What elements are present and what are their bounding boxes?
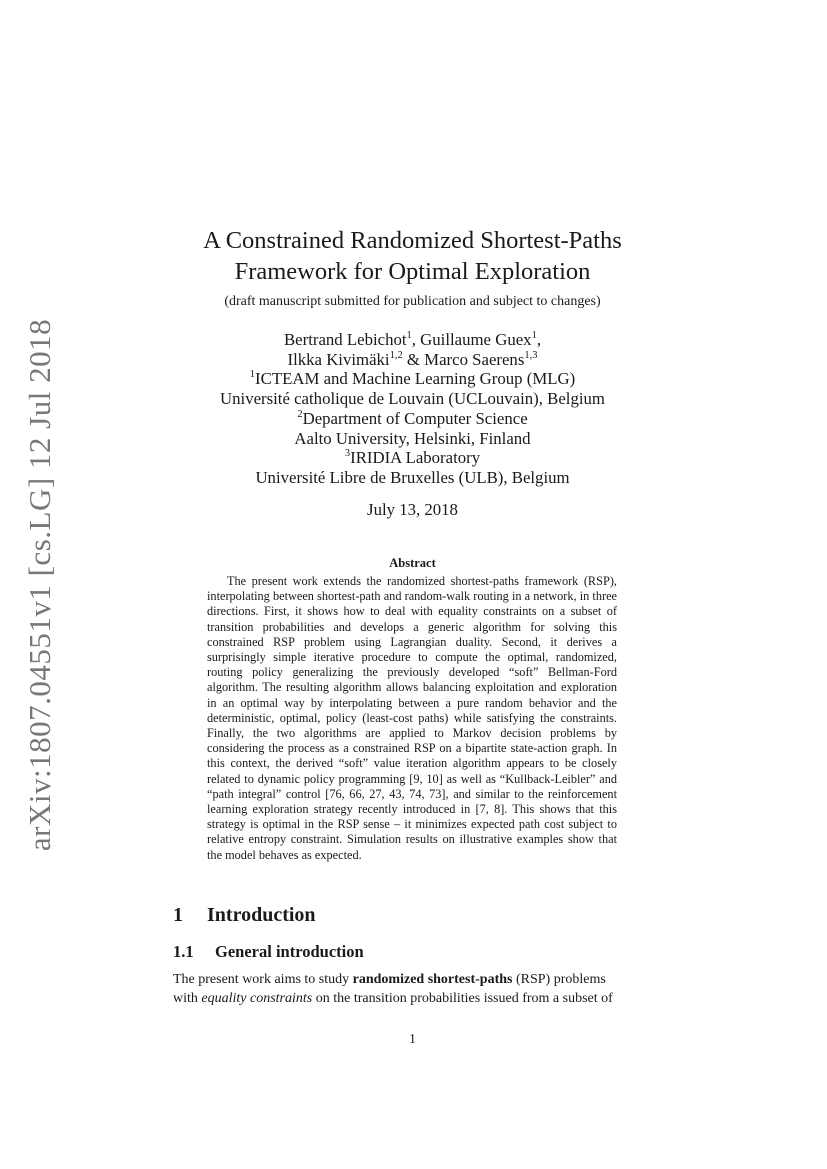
author-affiliation-mark: 1,3 <box>524 349 538 361</box>
author-affiliation-mark: 1,2 <box>389 349 403 361</box>
section-title: Introduction <box>207 904 316 926</box>
subsection-title: General introduction <box>215 942 364 961</box>
author-separator: , <box>411 330 421 349</box>
author-name: Guillaume Guex <box>420 330 532 349</box>
abstract-text: The present work extends the randomized shortest-paths framework (RSP), interpolating between shortest-path and random-walk routing in a network, in three directions. First, it shows how to deal with equality constraints on a subset of transition probabilities and develops a generic algorithm for solving this constrained RSP problem using Lagrangian duality. Second, it derives a surprisingly simple iterative procedure to compute the optimal, randomized, routing policy generalizing the previously developed “soft” Bellman-Ford algorithm. The resulting algorithm allows balancing exploitation and exploration in an optimal way by interpolating between a pure random behavior and the deterministic, optimal, policy (least-cost paths) while satisfying the constraints. Finally, the two algorithms are applied to Markov decision problems by considering the process as a constrained RSP on a bipartite state-action graph. In this context, the derived “soft” value iteration algorithm appears to be closely related to dynamic policy programming [9, 10] as well as “Kullback-Leibler” and “path integral” control [76, 66, 27, 43, 74, 73], and similar to the reinforcement learning exploration strategy recently introduced in [7, 8]. This shows that this strategy is optimal in the RSP sense – it minimizes expected path cost subject to relative entropy constraint. Simulation results on illustrative examples show that the model behaves as expected. <box>207 574 617 862</box>
introduction-paragraph <box>173 970 653 1008</box>
affiliation-mark: 3 <box>344 448 351 460</box>
title-line-2: Framework for Optimal Exploration <box>234 258 591 285</box>
paper-subtitle: (draft manuscript submitted for publication and subject to changes) <box>224 294 601 309</box>
abstract-heading: Abstract <box>389 556 436 570</box>
section-number: 1 <box>173 904 183 926</box>
paper-title <box>160 225 665 287</box>
affiliation-3-line-1: $^3$IRIDIA Laboratory <box>344 448 481 468</box>
paper-date: July 13, 2018 <box>367 500 458 519</box>
intro-line-1: The present work aims to study randomized shortest-paths (RSP) problems <box>173 972 606 987</box>
affiliation-1-line-1: $^1$ICTEAM and Machine Learning Group (MLG) <box>249 369 576 389</box>
affiliation-mark: 2 <box>297 408 303 420</box>
author-line-1 <box>160 330 665 350</box>
author-affiliation-mark: 1 <box>531 330 537 341</box>
authors-block <box>160 330 665 488</box>
subsection-heading-general-introduction <box>173 942 364 962</box>
author-name: Marco Saerens <box>424 349 525 369</box>
intro-line-2: with equality constraints on the transition probabilities issued from a subset of <box>173 991 613 1006</box>
author-affiliation-mark: 1 <box>406 330 412 341</box>
author-name: Bertrand Lebichot <box>283 330 407 349</box>
affiliation-3-line-2: Université Libre de Bruxelles (ULB), Belgium <box>255 467 570 487</box>
affiliation-2-line-1: $^2$Department of Computer Science <box>297 408 528 428</box>
title-line-1: A Constrained Randomized Shortest-Paths <box>203 227 622 254</box>
author-name: Ilkka Kivimäki <box>287 349 390 369</box>
italic-term: equality constraints <box>201 991 313 1006</box>
arxiv-identifier-stamp <box>20 220 60 950</box>
arxiv-identifier-text: arXiv:1807.04551v1 [cs.LG] 12 Jul 2018 <box>22 318 57 852</box>
affiliation-mark: 1 <box>249 369 256 381</box>
subsection-number: 1.1 <box>173 942 194 961</box>
author-separator: & <box>402 349 425 369</box>
author-separator: , <box>536 330 542 349</box>
section-heading-introduction <box>173 903 316 927</box>
bold-term: randomized shortest-paths <box>352 972 513 987</box>
affiliation-1-line-2: Université catholique de Louvain (UCLouvain), Belgium <box>220 389 605 409</box>
page-number: 1 <box>409 1031 416 1046</box>
affiliation-2-line-2: Aalto University, Helsinki, Finland <box>294 428 531 448</box>
author-line-2 <box>160 350 665 370</box>
